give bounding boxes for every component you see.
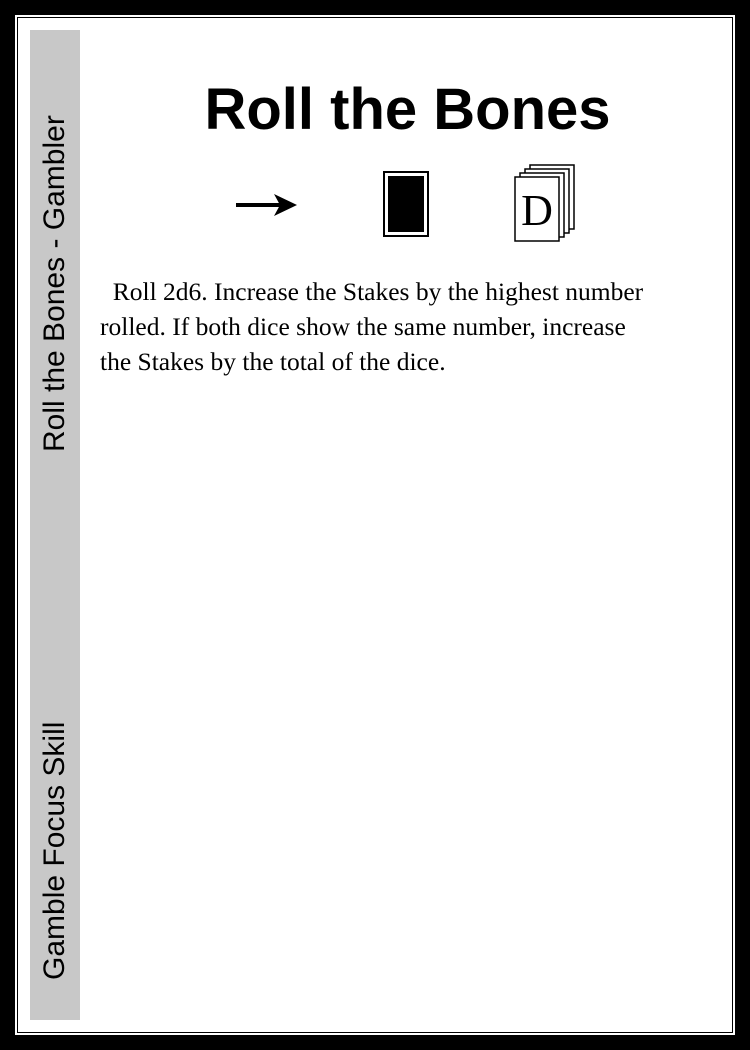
card-rules-text: Roll 2d6. Increase the Stakes by the highest number rolled. If both dice show the same number, increase the Stakes by the total of the dice. bbox=[100, 277, 644, 376]
side-card-name: Roll the Bones - Gambler bbox=[38, 115, 71, 452]
card-back-icon bbox=[382, 170, 430, 238]
arrow-right-icon bbox=[234, 190, 298, 220]
cost-icons bbox=[0, 160, 750, 250]
side-card-type: Gamble Focus Skill bbox=[38, 721, 71, 980]
discard-deck-icon bbox=[513, 163, 577, 245]
card-title: Roll the Bones bbox=[204, 77, 611, 142]
deck-letter: D bbox=[521, 186, 553, 235]
